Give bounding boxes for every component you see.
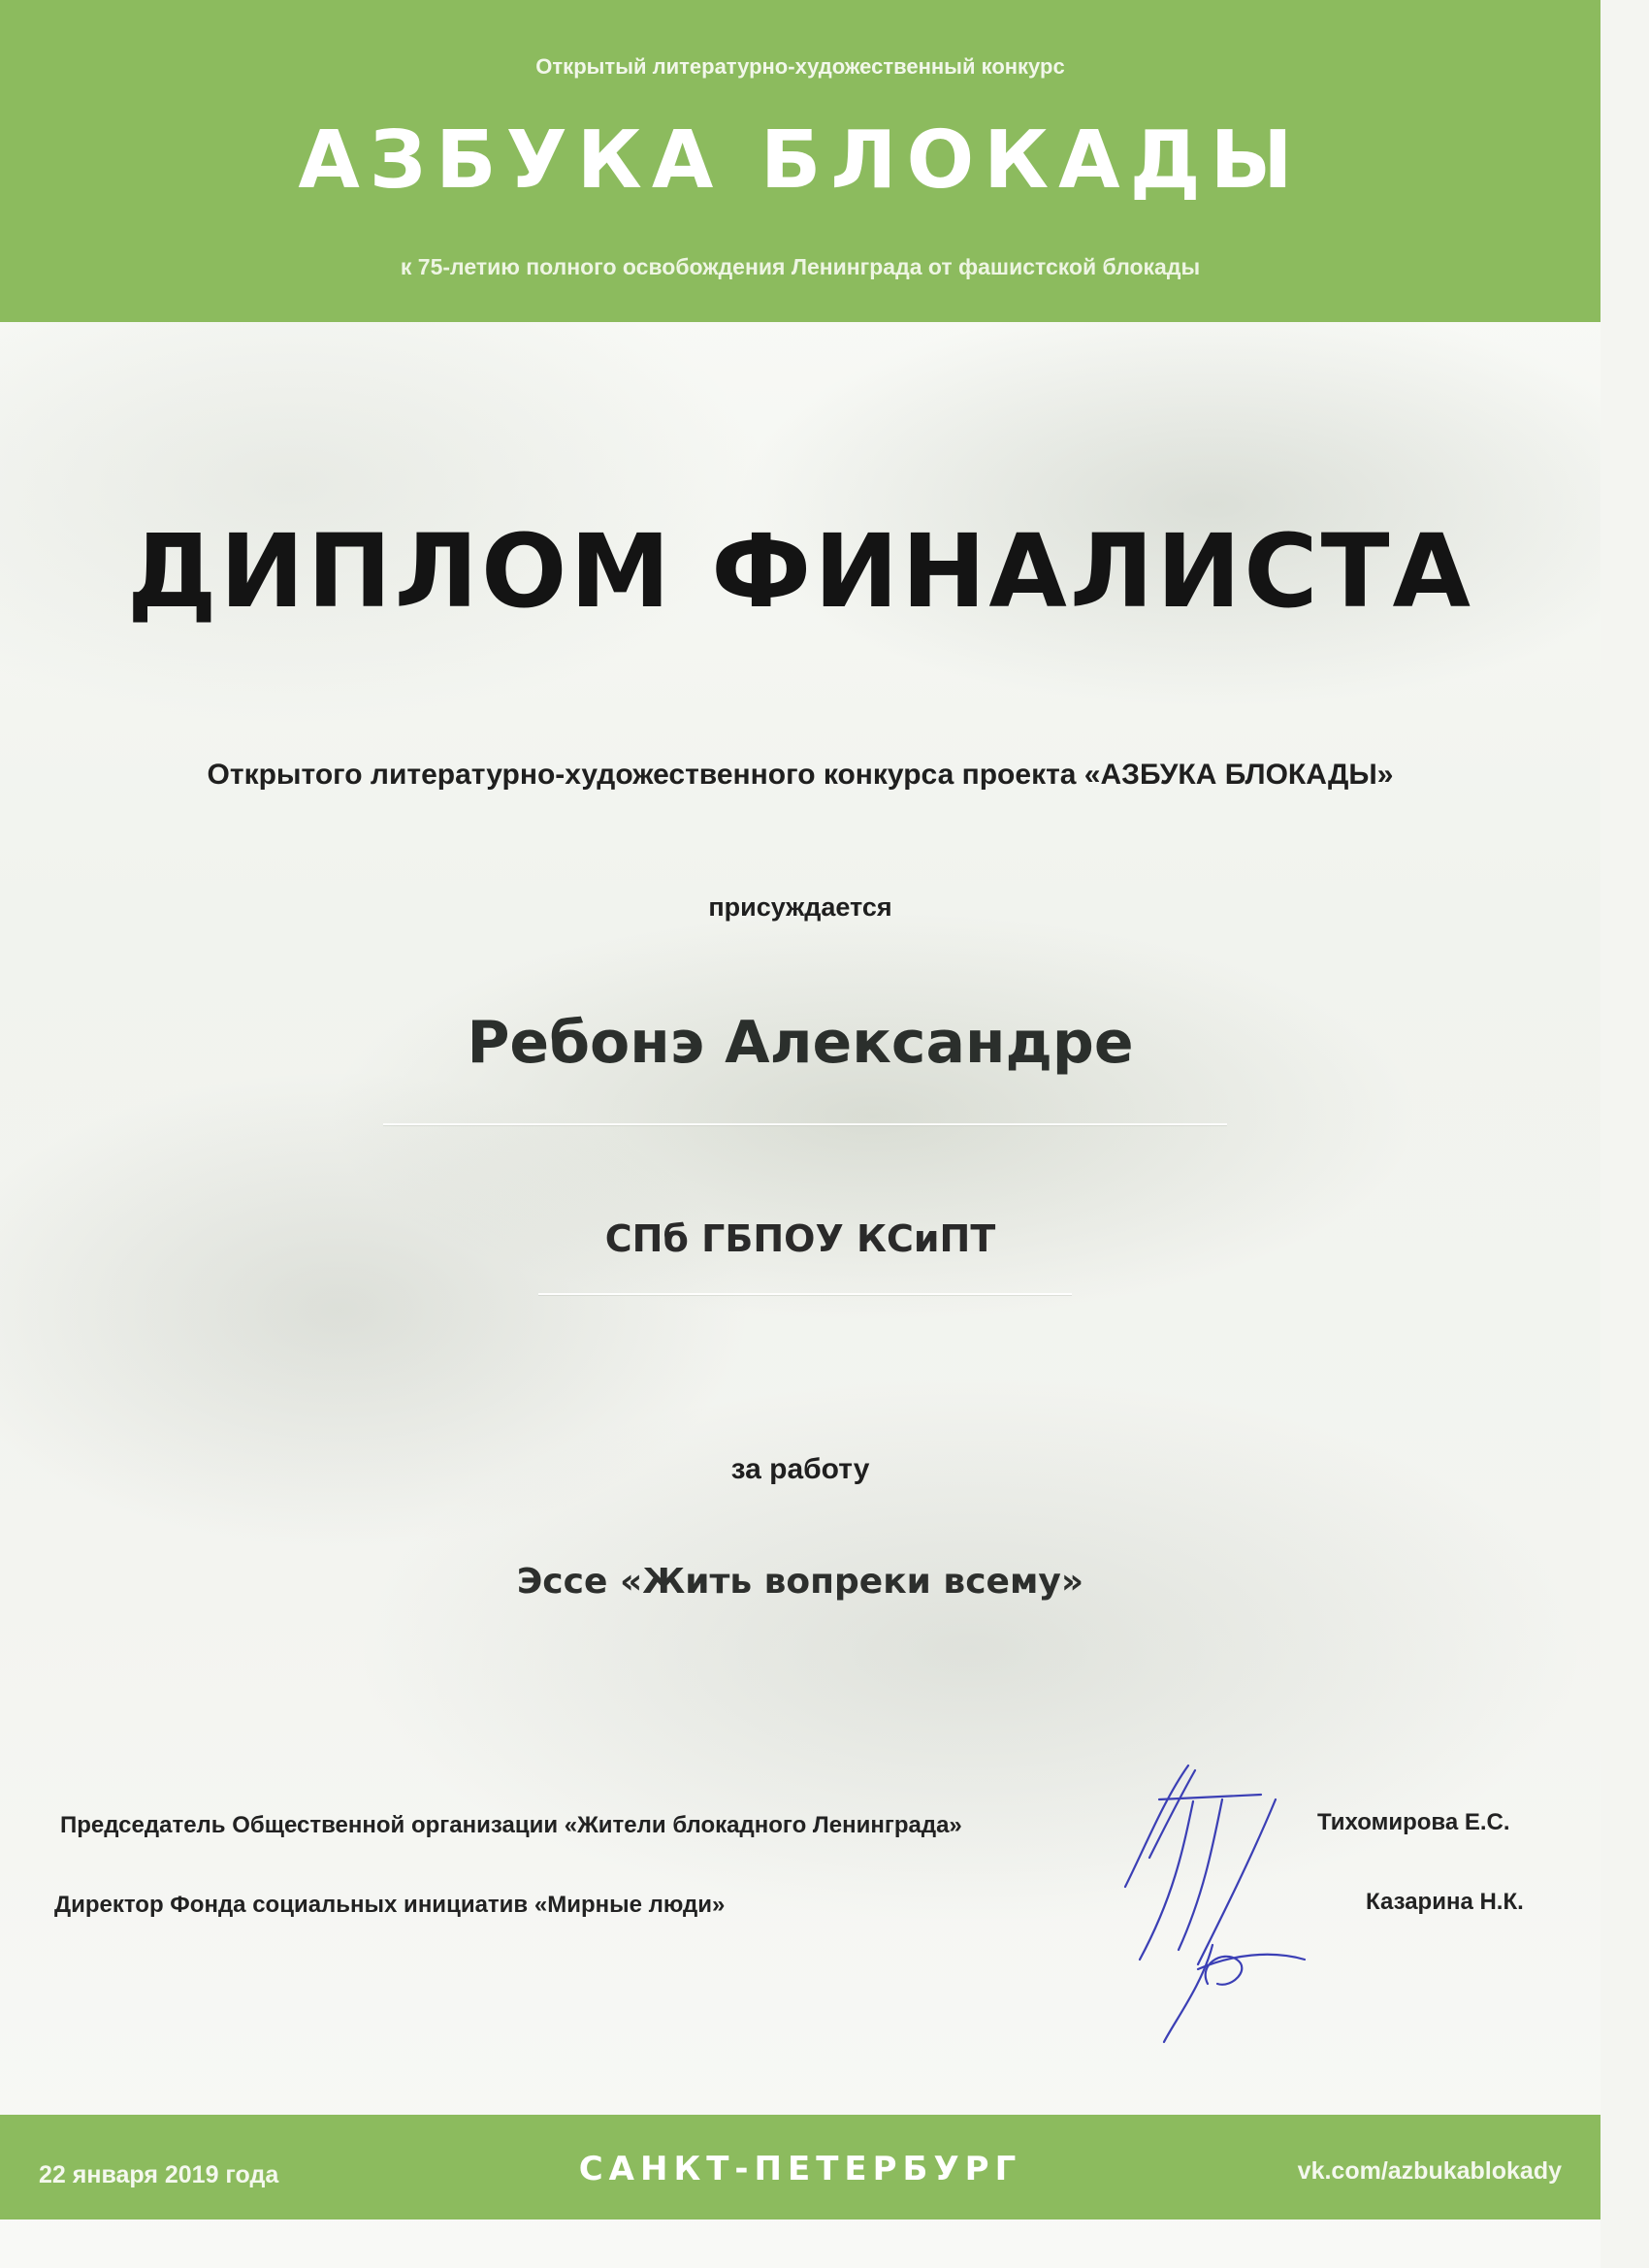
- signatory-role-director: Директор Фонда социальных инициатив «Мирные люди»: [54, 1892, 726, 1918]
- issue-date: 22 января 2019 года: [39, 2161, 279, 2188]
- contest-subtitle: Открытый литературно-художественный конкурс: [535, 54, 1065, 79]
- handwritten-signature: [1106, 1741, 1358, 2061]
- city-name: САНКТ-ПЕТЕРБУРГ: [578, 2150, 1022, 2188]
- institution-name: СПб ГБПОУ КСиПТ: [604, 1217, 996, 1260]
- awarded-label: присуждается: [708, 892, 892, 922]
- signatory-name-chair: Тихомирова Е.С.: [1317, 1809, 1510, 1835]
- vk-link[interactable]: vk.com/azbukablokady: [1297, 2157, 1562, 2185]
- anniversary-tagline: к 75-летию полного освобождения Ленинграда от фашистской блокады: [400, 254, 1201, 279]
- signatory-role-chair: Председатель Общественной организации «Жители блокадного Ленинграда»: [60, 1812, 962, 1838]
- institution-underline: [538, 1293, 1072, 1295]
- work-title: Эссе «Жить вопреки всему»: [516, 1562, 1084, 1602]
- header-band: [0, 0, 1600, 322]
- for-work-label: за работу: [730, 1453, 870, 1485]
- signatory-name-director: Казарина Н.К.: [1366, 1889, 1524, 1915]
- recipient-underline: [383, 1123, 1227, 1125]
- contest-description: Открытого литературно-художественного конкурса проекта «АЗБУКА БЛОКАДЫ»: [207, 759, 1394, 791]
- project-title: АЗБУКА БЛОКАДЫ: [298, 114, 1303, 207]
- diploma-title: ДИПЛОМ ФИНАЛИСТА: [126, 512, 1474, 631]
- recipient-name: Ребонэ Александре: [467, 1009, 1134, 1077]
